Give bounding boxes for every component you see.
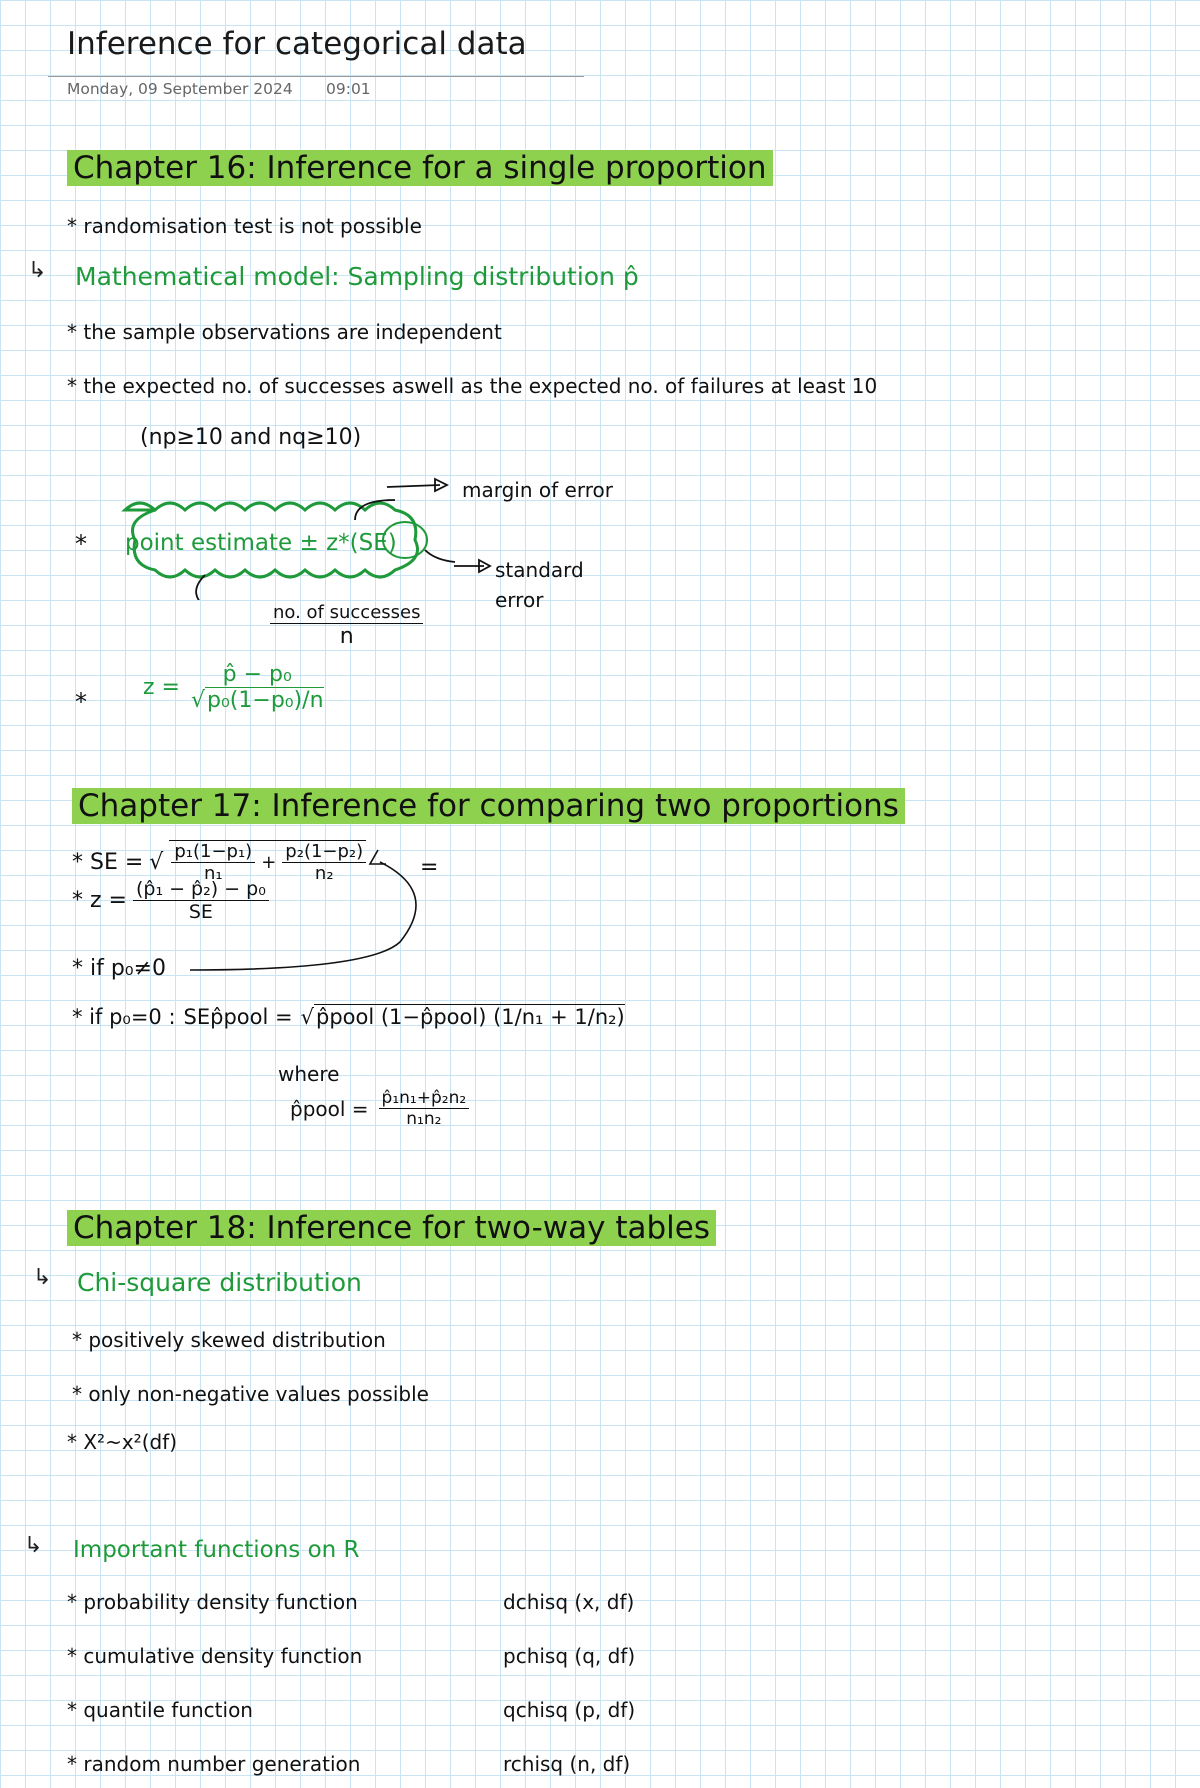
hook-arrow-icon-2: ↳ [33,1265,52,1290]
se-pool-lhs: SEp̂pool = [183,1005,293,1029]
point-estimate-fraction [270,602,423,649]
hook-arrow-icon: ↳ [28,258,47,283]
ch17-if-p0-zero: * if p₀=0 : [72,1005,176,1029]
ch17-pooled-se-formula: * if p₀=0 : SEp̂pool = √p̂pool (1−p̂pool) (1/n₁ + 1/n₂) [72,1005,625,1029]
se-term1-den: n₁ [203,863,223,884]
ch17-ppool-formula [290,1088,469,1129]
ch16-condition-expected: * the expected no. of successes aswell as the expected no. of failures at least 10 [67,374,878,398]
se-term2-num: p₂(1−p₂) [282,841,366,863]
pe-numerator: no. of successes [270,602,423,624]
margin-arrow-icon [385,475,455,495]
ch16-model-subheading: Mathematical model: Sampling distribution p̂ [75,262,639,291]
function-row-desc: * random number generation [67,1752,361,1776]
title-divider [48,76,584,77]
page-time: 09:01 [326,80,371,98]
page-date: Monday, 09 September 2024 [67,80,293,98]
ch17-if-p0-nonzero: * if p₀≠0 [72,956,167,981]
se-plus: + [261,852,277,873]
se-lhs: * SE = [72,849,144,875]
function-row-desc: * probability density function [67,1590,358,1614]
se-arrow-icon [452,556,492,576]
ch18-point-nonnegative: * only non-negative values possible [72,1382,429,1406]
function-row-code: dchisq (x, df) [503,1590,635,1614]
se-term1-num: p₁(1−p₁) [171,841,255,863]
pe-denominator: n [339,624,354,649]
z-denominator: p₀(1−p₀)/n [207,688,324,713]
ch16-note-randomisation: * randomisation test is not possible [67,214,422,238]
ci-formula: point estimate ± z*(SE) [125,530,397,556]
function-row-desc: * quantile function [67,1698,253,1722]
ch16-condition-inequalities: (np≥10 and nq≥10) [140,425,362,450]
ch18-chi-square-subheading: Chi-square distribution [77,1268,362,1297]
z-numerator: p̂ − p₀ [220,662,295,688]
bullet-star-2: * [75,688,87,716]
ch17-z-denominator: SE [188,901,213,923]
bullet-star: * [75,530,87,558]
ppool-denominator: n₁n₂ [406,1109,442,1129]
ch17-equals: = [420,855,439,880]
chapter-18-heading: Chapter 18: Inference for two-way tables [67,1210,716,1246]
z-lhs: z = [143,675,180,700]
ch17-where: where [278,1062,340,1086]
ch18-point-distribution: * X²~x²(df) [67,1430,178,1454]
ch16-z-formula: z = $\frac{\text{p̂ − p₀}}{\text{√p₀(1−p₀)/n}}$ [143,662,324,713]
chapter-16-heading: Chapter 16: Inference for a single proportion [67,150,773,186]
function-row-desc: * cumulative density function [67,1644,363,1668]
function-row-code: qchisq (p, df) [503,1698,636,1722]
ppool-lhs: p̂pool = [290,1096,369,1121]
margin-of-error-label: margin of error [462,478,613,502]
se-pool-rhs: p̂pool (1−p̂pool) (1/n₁ + 1/n₂) [316,1005,625,1029]
function-row-code: rchisq (n, df) [503,1752,631,1776]
ch17-se-formula: * SE = √ $\frac{\text{p₁(1−p₁)}}{\text{n₁}}$ + $\frac{\text{p₂(1−p₂)}}{\text{n₂}}$ [72,840,366,884]
ch17-z-numerator: (p̂₁ − p̂₂) − p₀ [133,878,269,901]
ch17-z-lhs: * z = [72,888,127,913]
chapter-17-heading: Chapter 17: Inference for comparing two proportions [72,788,905,824]
function-row-code: pchisq (q, df) [503,1644,636,1668]
link-arrow-drawing [190,840,450,980]
ch18-point-skewed: * positively skewed distribution [72,1328,386,1352]
ch18-functions-heading: Important functions on R [73,1537,360,1563]
standard-error-label: standard error [495,558,584,612]
ppool-numerator: p̂₁n₁+p̂₂n₂ [379,1088,470,1109]
se-term2-den: n₂ [314,863,334,884]
page-title: Inference for categorical data [67,26,527,62]
hook-arrow-icon-3: ↳ [24,1533,43,1558]
ch16-condition-independent: * the sample observations are independent [67,320,502,344]
